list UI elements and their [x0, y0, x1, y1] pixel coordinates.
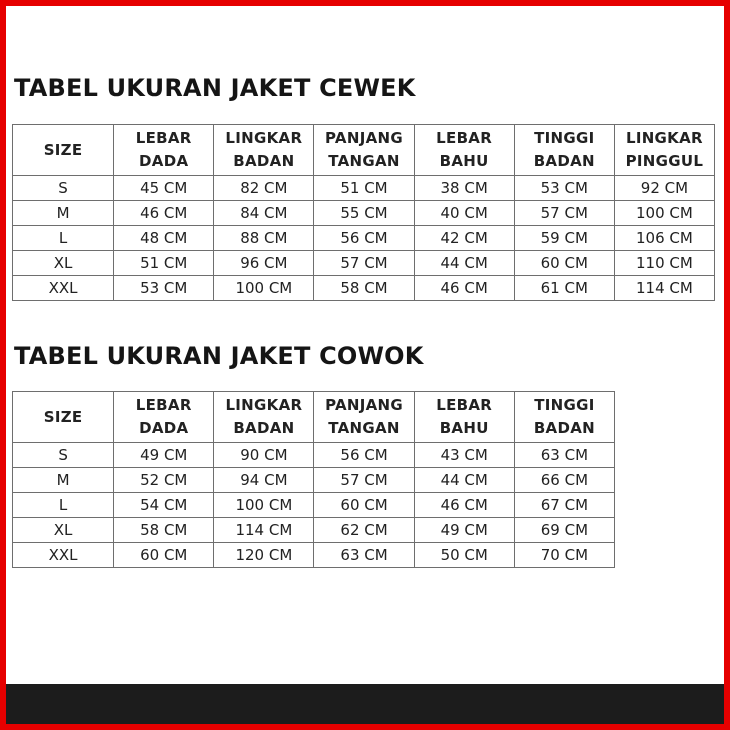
table-row — [13, 468, 615, 493]
table-cell: 40 CM — [414, 201, 514, 226]
table-cell: M — [13, 201, 114, 226]
table-cell: 44 CM — [414, 251, 514, 276]
bottom-bar — [6, 684, 724, 724]
table-cell: 49 CM — [414, 518, 514, 543]
table-cell: 49 CM — [114, 443, 214, 468]
table-row — [13, 226, 715, 251]
header-lingkar-pinggul: LINGKAR PINGGUL — [614, 125, 714, 176]
header-lebar-dada: LEBAR DADA — [114, 392, 214, 443]
table-header-row — [13, 125, 715, 176]
table-cell: 100 CM — [214, 493, 314, 518]
table-cell: 82 CM — [214, 176, 314, 201]
table-cell: 60 CM — [314, 493, 414, 518]
table-cell: L — [13, 226, 114, 251]
table-cell: 42 CM — [414, 226, 514, 251]
header-lebar-bahu: LEBAR BAHU — [414, 392, 514, 443]
header-panjang-tangan: PANJANG TANGAN — [314, 392, 414, 443]
table-cell: 69 CM — [514, 518, 614, 543]
table-row — [13, 201, 715, 226]
table-cell: 52 CM — [114, 468, 214, 493]
table-cell: 43 CM — [414, 443, 514, 468]
table-row — [13, 276, 715, 301]
table-cell: XXL — [13, 543, 114, 568]
table-cell: 94 CM — [214, 468, 314, 493]
table-cell: 110 CM — [614, 251, 714, 276]
table-cell: M — [13, 468, 114, 493]
header-tinggi-badan: TINGGI BADAN — [514, 392, 614, 443]
table-title-cowok: TABEL UKURAN JAKET COWOK — [14, 342, 424, 370]
table-cell: 88 CM — [214, 226, 314, 251]
header-tinggi-badan: TINGGI BADAN — [514, 125, 614, 176]
table-cell: 57 CM — [314, 251, 414, 276]
table-cell: 48 CM — [114, 226, 214, 251]
table-cell: 58 CM — [314, 276, 414, 301]
table-cell: S — [13, 443, 114, 468]
table-cell: 56 CM — [314, 226, 414, 251]
table-cell: 114 CM — [614, 276, 714, 301]
table-cell: 90 CM — [214, 443, 314, 468]
table-cell: 60 CM — [514, 251, 614, 276]
table-cell: 51 CM — [314, 176, 414, 201]
header-size: SIZE — [13, 125, 114, 176]
table-cell: 57 CM — [314, 468, 414, 493]
table-row — [13, 493, 615, 518]
header-lingkar-badan: LINGKAR BADAN — [214, 125, 314, 176]
table-cell: 120 CM — [214, 543, 314, 568]
table-cell: L — [13, 493, 114, 518]
table-cell: 50 CM — [414, 543, 514, 568]
table-cell: 53 CM — [514, 176, 614, 201]
table-cell: 62 CM — [314, 518, 414, 543]
header-lebar-dada: LEBAR DADA — [114, 125, 214, 176]
table-cell: XXL — [13, 276, 114, 301]
table-row — [13, 176, 715, 201]
table-cell: 70 CM — [514, 543, 614, 568]
table-cell: 96 CM — [214, 251, 314, 276]
table-cell: 60 CM — [114, 543, 214, 568]
table-cell: 56 CM — [314, 443, 414, 468]
table-cell: 106 CM — [614, 226, 714, 251]
table-cell: S — [13, 176, 114, 201]
size-table-cewek — [12, 124, 715, 301]
header-panjang-tangan: PANJANG TANGAN — [314, 125, 414, 176]
table-header-row — [13, 392, 615, 443]
table-cell: 57 CM — [514, 201, 614, 226]
table-cell: 67 CM — [514, 493, 614, 518]
table-row — [13, 251, 715, 276]
table-cell: 44 CM — [414, 468, 514, 493]
table-cell: 59 CM — [514, 226, 614, 251]
table-cell: 100 CM — [214, 276, 314, 301]
size-table-cowok — [12, 391, 615, 568]
table-cell: 92 CM — [614, 176, 714, 201]
table-cell: 66 CM — [514, 468, 614, 493]
header-size: SIZE — [13, 392, 114, 443]
table-cell: 55 CM — [314, 201, 414, 226]
table-cell: 46 CM — [114, 201, 214, 226]
table-cell: 114 CM — [214, 518, 314, 543]
table-cell: 61 CM — [514, 276, 614, 301]
table-cell: 53 CM — [114, 276, 214, 301]
table-row — [13, 543, 615, 568]
table-cell: 63 CM — [514, 443, 614, 468]
table-row — [13, 518, 615, 543]
table-row — [13, 443, 615, 468]
table-cell: 54 CM — [114, 493, 214, 518]
table-title-cewek: TABEL UKURAN JAKET CEWEK — [14, 74, 416, 102]
table-cell: 84 CM — [214, 201, 314, 226]
table-cell: 38 CM — [414, 176, 514, 201]
header-lebar-bahu: LEBAR BAHU — [414, 125, 514, 176]
size-chart-panel — [6, 6, 724, 684]
table-cell: 46 CM — [414, 276, 514, 301]
table-cell: 58 CM — [114, 518, 214, 543]
table-cell: 45 CM — [114, 176, 214, 201]
table-cell: XL — [13, 518, 114, 543]
table-cell: 46 CM — [414, 493, 514, 518]
header-lingkar-badan: LINGKAR BADAN — [214, 392, 314, 443]
table-cell: 63 CM — [314, 543, 414, 568]
table-cell: 51 CM — [114, 251, 214, 276]
table-cell: 100 CM — [614, 201, 714, 226]
table-cell: XL — [13, 251, 114, 276]
